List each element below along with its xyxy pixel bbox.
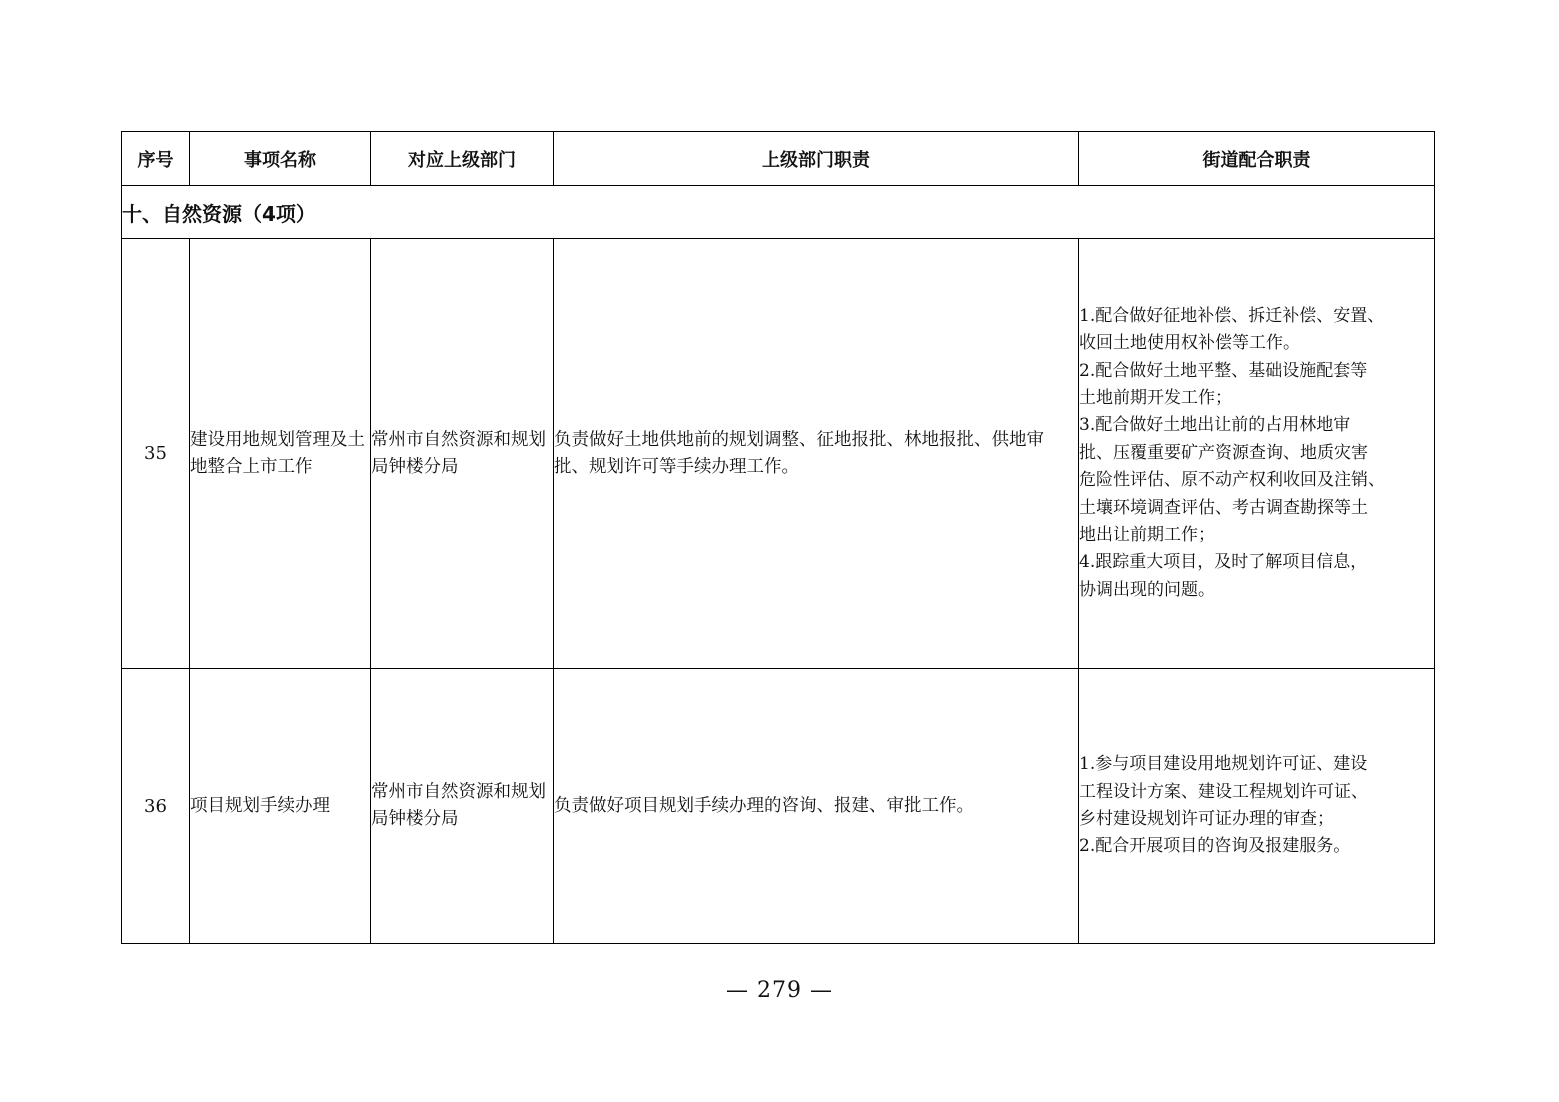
street-duty-item: 2.配合开展项目的咨询及报建服务。 [1079, 836, 1351, 857]
header-street-duty: 街道配合职责 [1079, 132, 1435, 186]
street-duty-list [1079, 751, 1434, 861]
department-duty: 负责做好土地供地前的规划调整、征地报批、林地报批、供地审批、规划许可等手续办理工作。 [554, 239, 1079, 669]
table-row [122, 239, 1435, 669]
row-number: 36 [122, 669, 190, 944]
street-duty-cell [1079, 669, 1435, 944]
street-duty-item: 1.配合做好征地补偿、拆迁补偿、安置、 收回土地使用权补偿等工作。 [1079, 305, 1385, 354]
header-department-duty: 上级部门职责 [554, 132, 1079, 186]
table-row [122, 669, 1435, 944]
header-number: 序号 [122, 132, 190, 186]
header-row [122, 132, 1435, 186]
page-number: — 279 — [726, 978, 833, 1003]
street-duty-item: 2.配合做好土地平整、基础设施配套等 土地前期开发工作； [1079, 360, 1368, 408]
department-duty: 负责做好项目规划手续办理的咨询、报建、审批工作。 [554, 669, 1079, 944]
section-title: 十、自然资源（4项） [122, 186, 1435, 239]
department-name: 常州市自然资源和规划局钟楼分局 [371, 669, 554, 944]
street-duty-list [1079, 303, 1434, 604]
header-department: 对应上级部门 [371, 132, 554, 186]
street-duty-item: 4.跟踪重大项目，及时了解项目信息， 协调出现的问题。 [1079, 552, 1368, 600]
row-number: 35 [122, 239, 190, 669]
street-duty-item: 1.参与项目建设用地规划许可证、建设 工程设计方案、建设工程规划许可证、 乡村建设规划许可证办理的审查； [1079, 754, 1368, 829]
street-duty-cell [1079, 239, 1435, 669]
street-duty-item: 3.配合做好土地出让前的占用林地审 批、压覆重要矿产资源查询、地质灾害 危险性评估、原不动产权利收回及注销、 土壤环境调查评估、考古调查勘探等土 地出让前期工作； [1079, 415, 1385, 546]
duty-table [121, 131, 1435, 944]
item-name: 建设用地规划管理及土地整合上市工作 [190, 239, 371, 669]
department-name: 常州市自然资源和规划局钟楼分局 [371, 239, 554, 669]
section-row [122, 186, 1435, 239]
header-item-name: 事项名称 [190, 132, 371, 186]
item-name: 项目规划手续办理 [190, 669, 371, 944]
